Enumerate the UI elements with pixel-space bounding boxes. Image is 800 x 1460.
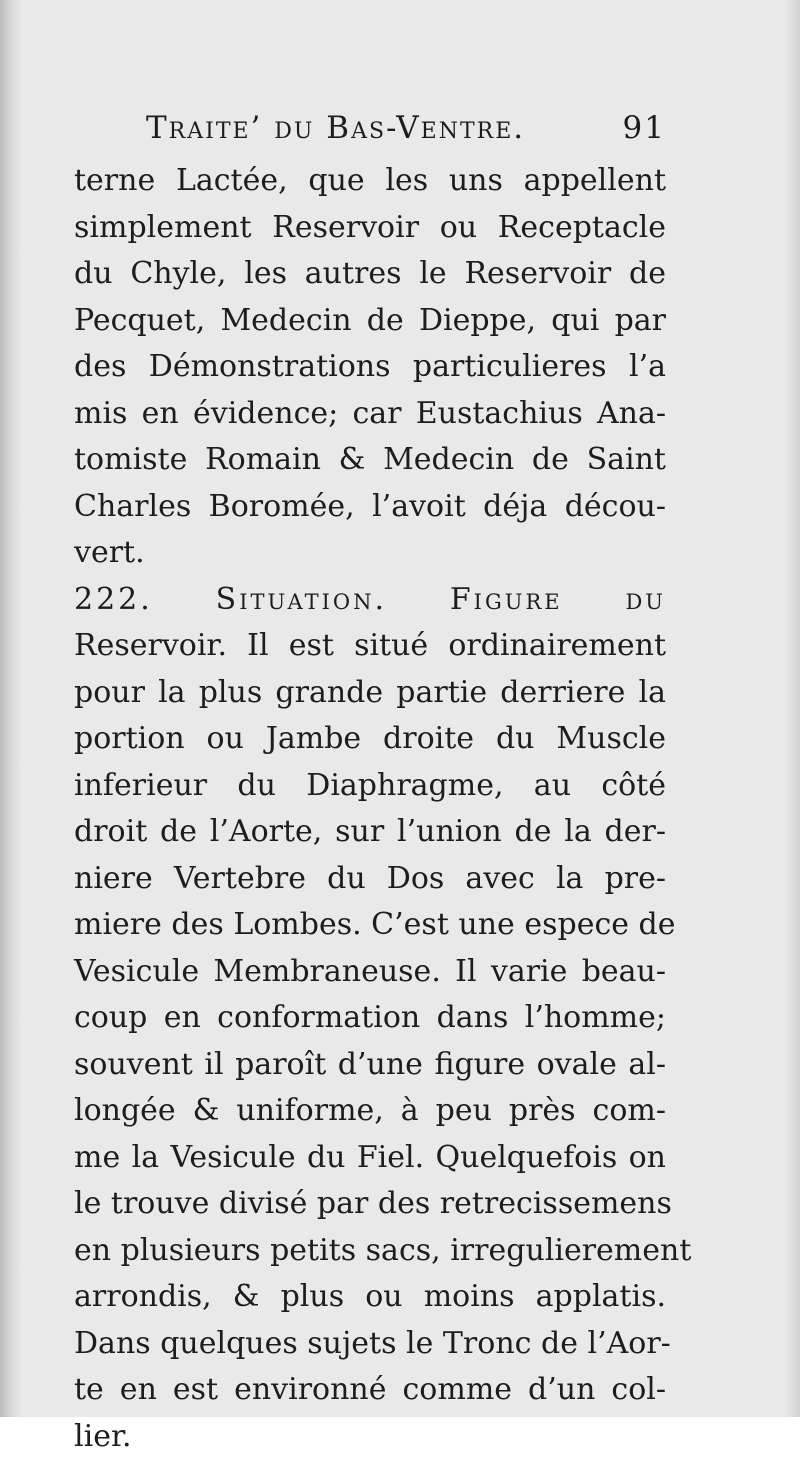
text-line: Charles Boromée, l’avoit déja décou- [74, 484, 666, 531]
text-line: coup en conformation dans l’homme; [74, 995, 666, 1042]
text-line: en plusieurs petits sacs, irregulierement [74, 1228, 666, 1275]
text-line: arrondis, & plus ou moins applatis. [74, 1274, 666, 1321]
text-line: portion ou Jambe droite du Muscle [74, 716, 666, 763]
running-head-title: Traite’ du Bas-Ventre. [74, 110, 525, 146]
text-line: miere des Lombes. C’est une espece de [74, 902, 666, 949]
text-line: longée & uniforme, à peu près com- [74, 1088, 666, 1135]
page-number: 91 [623, 110, 666, 146]
text-line: Dans quelques sujets le Tronc de l’Aor- [74, 1321, 666, 1368]
text-line: le trouve divisé par des retrecissemens [74, 1181, 666, 1228]
section-heading-line: 222. Situation. Figure du [74, 577, 666, 624]
text-line: Vesicule Membraneuse. Il varie beau- [74, 949, 666, 996]
text-line: simplement Reservoir ou Receptacle [74, 205, 666, 252]
text-line: te en est environné comme d’un col- [74, 1367, 666, 1414]
text-line: du Chyle, les autres le Reservoir de [74, 251, 666, 298]
text-line: des Démonstrations particulieres l’a [74, 344, 666, 391]
text-line: vert. [74, 530, 666, 577]
text-line: terne Lactée, que les uns appellent [74, 158, 666, 205]
page-edge-shadow [786, 0, 800, 1417]
text-line: lier. [74, 1414, 666, 1460]
text-line: mis en évidence; car Eustachius Ana- [74, 391, 666, 438]
text-line: inferieur du Diaphragme, au côté [74, 763, 666, 810]
text-line: droit de l’Aorte, sur l’union de la der- [74, 809, 666, 856]
text-line: niere Vertebre du Dos avec la pre- [74, 856, 666, 903]
page-gutter-shadow [0, 0, 22, 1417]
text-line: tomiste Romain & Medecin de Saint [74, 437, 666, 484]
text-line: me la Vesicule du Fiel. Quelquefois on [74, 1135, 666, 1182]
text-line: pour la plus grande partie derriere la [74, 670, 666, 717]
text-line: Pecquet, Medecin de Dieppe, qui par [74, 298, 666, 345]
text-line: souvent il paroît d’une figure ovale al- [74, 1042, 666, 1089]
running-head [74, 110, 666, 158]
text-line: Reservoir. Il est situé ordinairement [74, 623, 666, 670]
text-block [74, 110, 666, 1460]
